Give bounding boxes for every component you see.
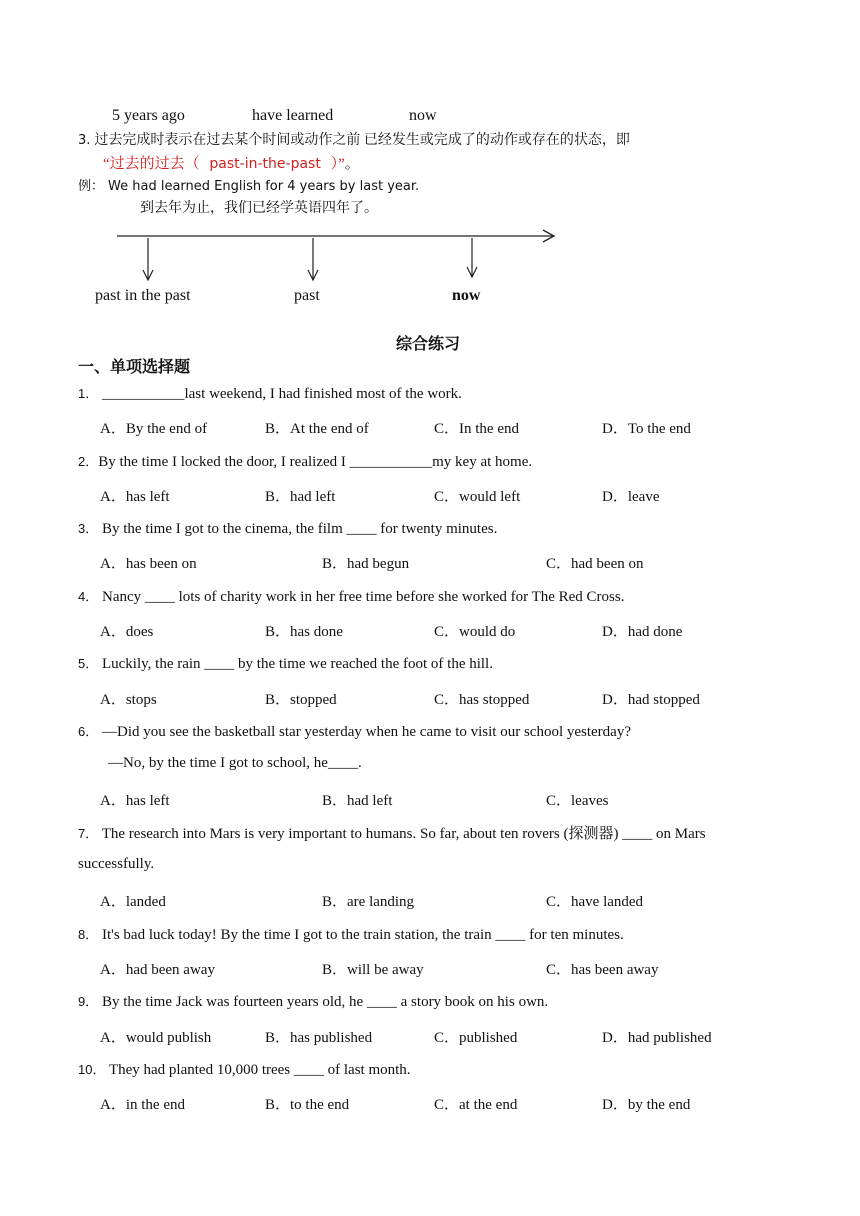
q7-option-c[interactable]: C．have landed (546, 894, 644, 910)
question-text: They had planted 10,000 trees ____ of last month. (108, 1062, 411, 1078)
q2-option-d[interactable]: D．leave (602, 489, 660, 505)
q5-option-a[interactable]: A．stops (100, 692, 157, 708)
q6-option-b[interactable]: B．had left (322, 793, 393, 809)
q5-option-b[interactable]: B．stopped (265, 692, 337, 708)
q1-option-c[interactable]: C．In the end (434, 421, 519, 437)
example-label: 例： (78, 178, 105, 193)
question-7-line-2: successfully. (78, 856, 155, 872)
q4-option-a[interactable]: A．does (100, 624, 154, 640)
q7-option-a[interactable]: A．landed (100, 894, 166, 910)
example-sentence: We had learned English for 4 years by last year. (108, 179, 420, 194)
question-8 (78, 924, 624, 944)
question-text: ___________last weekend, I had finished most of the work. (101, 386, 462, 402)
q2-option-c[interactable]: C．would left (434, 489, 521, 505)
timeline-top-label-3: now (409, 107, 437, 124)
q8-option-b[interactable]: B．will be away (322, 962, 424, 978)
q7-option-b[interactable]: B．are landing (322, 894, 415, 910)
q3-option-b[interactable]: B．had begun (322, 556, 410, 572)
question-number: 4． (78, 589, 99, 604)
rule-quote-end: 。 (344, 156, 360, 172)
question-text: Luckily, the rain ____ by the time we reached the foot of the hill. (101, 656, 493, 672)
question-text: It's bad luck today! By the time I got to the train station, the train ____ for ten minutes. (101, 927, 624, 943)
question-1 (78, 383, 462, 403)
timeline-label-now: now (452, 287, 481, 304)
q9-option-a[interactable]: A．would publish (100, 1030, 212, 1046)
question-number: 9． (78, 994, 99, 1009)
question-number: 2． (78, 454, 99, 469)
timeline-diagram (0, 0, 860, 300)
question-number: 1． (78, 386, 99, 401)
question-2 (78, 451, 532, 471)
rule-quote-close: ）” (330, 156, 345, 172)
q9-option-b[interactable]: B．has published (265, 1030, 373, 1046)
timeline-label-past-in-past: past in the past (95, 287, 191, 304)
question-number: 6． (78, 724, 99, 739)
q1-option-d[interactable]: D．To the end (602, 421, 691, 437)
question-6 (78, 721, 631, 741)
q8-option-c[interactable]: C．has been away (546, 962, 659, 978)
q5-option-c[interactable]: C．has stopped (434, 692, 530, 708)
q1-option-a[interactable]: A．By the end of (100, 421, 208, 437)
q3-option-c[interactable]: C．had been on (546, 556, 644, 572)
rule-text: 过去完成时表示在过去某个时间或动作之前 已经发生或完成了的动作或存在的状态，即 (94, 133, 630, 148)
question-number: 5． (78, 656, 99, 671)
q10-option-a[interactable]: A．in the end (100, 1097, 185, 1113)
q4-option-b[interactable]: B．has done (265, 624, 343, 640)
timeline-label-past: past (294, 287, 320, 304)
question-number: 8． (78, 927, 99, 942)
q2-option-a[interactable]: A．has left (100, 489, 170, 505)
q10-option-d[interactable]: D．by the end (602, 1097, 691, 1113)
rule-number: 3. (78, 133, 91, 148)
rule-quote-term: past-in-the-past (209, 156, 321, 172)
q4-option-d[interactable]: D．had done (602, 624, 683, 640)
question-text: By the time I got to the cinema, the film ____ for twenty minutes. (101, 521, 498, 537)
timeline-top-label-1: 5 years ago (112, 107, 185, 124)
q3-option-a[interactable]: A．has been on (100, 556, 197, 572)
question-9 (78, 991, 548, 1011)
q9-option-d[interactable]: D．had published (602, 1030, 712, 1046)
q4-option-c[interactable]: C．would do (434, 624, 516, 640)
question-7 (78, 822, 706, 843)
q2-option-b[interactable]: B．had left (265, 489, 336, 505)
question-6-line-2: —No, by the time I got to school, he____. (108, 755, 362, 771)
question-3 (78, 518, 497, 538)
question-5 (78, 653, 493, 673)
q10-option-b[interactable]: B．to the end (265, 1097, 350, 1113)
q5-option-d[interactable]: D．had stopped (602, 692, 700, 708)
question-10 (78, 1059, 411, 1079)
question-text: By the time I locked the door, I realized I ___________my key at home. (98, 454, 533, 470)
rule-quote-open: “过去的过去（ (103, 156, 200, 172)
q9-option-c[interactable]: C．published (434, 1030, 518, 1046)
q8-option-a[interactable]: A．had been away (100, 962, 215, 978)
timeline-top-label-2: have learned (252, 107, 334, 124)
q6-option-a[interactable]: A．has left (100, 793, 170, 809)
question-4 (78, 586, 624, 606)
question-text: Nancy ____ lots of charity work in her free time before she worked for The Red Cross. (101, 589, 625, 605)
q6-option-c[interactable]: C．leaves (546, 793, 609, 809)
question-number: 10． (78, 1062, 106, 1077)
example-translation: 到去年为止，我们已经学英语四年了。 (140, 201, 378, 216)
q1-option-b[interactable]: B．At the end of (265, 421, 369, 437)
question-text: By the time Jack was fourteen years old, he ____ a story book on his own. (101, 994, 549, 1010)
question-number: 3． (78, 521, 99, 536)
question-text: The research into Mars is very important to humans. So far, about ten rovers (探测器) ____ on Mars (101, 826, 706, 842)
section-title: 综合练习 (396, 336, 461, 353)
part-heading: 一、单项选择题 (78, 357, 191, 376)
question-text: —Did you see the basketball star yesterday when he came to visit our school yesterday? (101, 724, 631, 740)
question-number: 7． (78, 826, 99, 841)
q10-option-c[interactable]: C．at the end (434, 1097, 518, 1113)
